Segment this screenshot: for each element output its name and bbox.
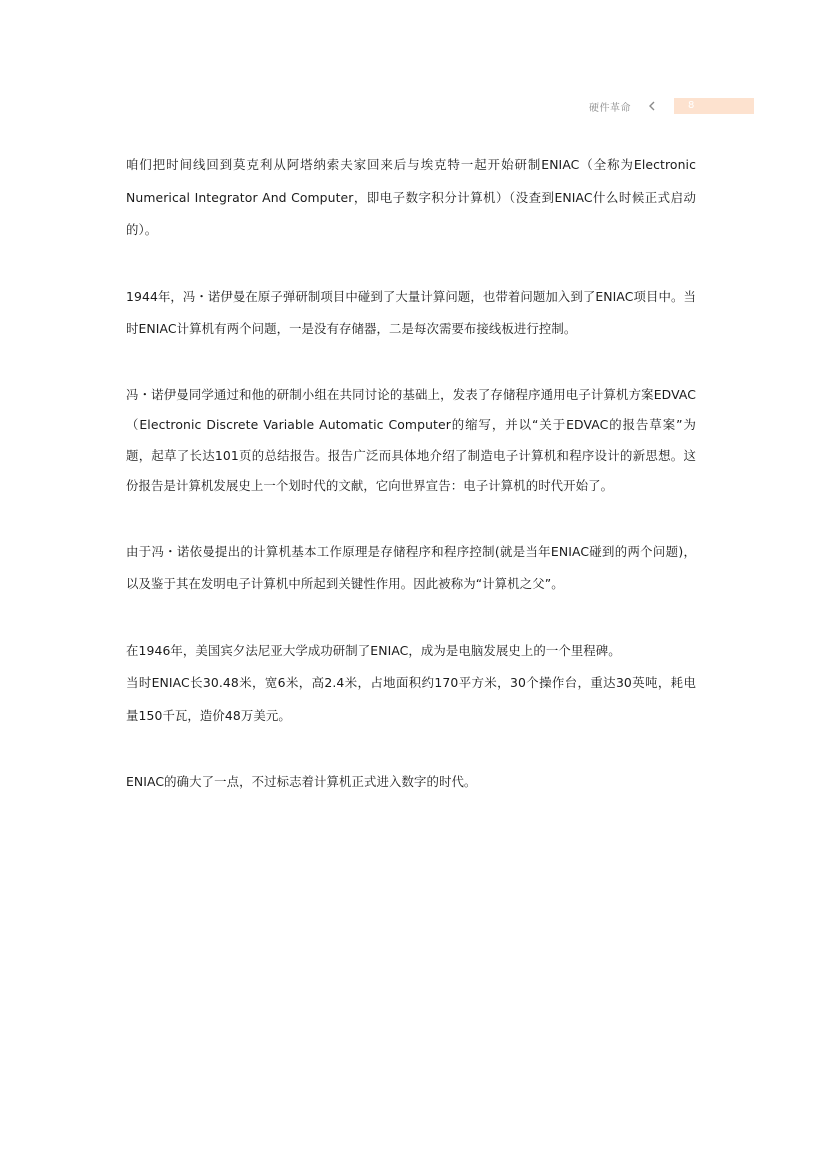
paragraph-digital-era: ENIAC的确大了一点，不过标志着计算机正式进入数字的时代。	[126, 774, 477, 789]
header-title: 硬件革命	[589, 102, 631, 114]
page-number: 8	[674, 98, 754, 114]
paragraph-father-of-computer: 由于冯・诺依曼提出的计算机基本工作原理是存储程序和程序控制(就是当年ENIAC碰到的两个问题)，以及鉴于其在发明电子计算机中所起到关键性作用。因此被称为“计算机之父”。	[126, 543, 696, 591]
paragraph-eniac-start: 咱们把时间线回到莫克利从阿塔纳索夫家回来后与埃克特一起开始研制ENIAC（全称为Electronic Numerical Integrator And Computer，即电子数字积分计算机）（没查到ENIAC什么时候正式启动的）。	[126, 157, 696, 237]
document-body	[126, 149, 696, 833]
page-header	[589, 98, 754, 114]
paragraph-eniac-1946: 在1946年，美国宾夕法尼亚大学成功研制了ENIAC，成为是电脑发展史上的一个里程碑。	[126, 642, 621, 658]
paragraph-edvac-report: 冯・诺伊曼同学通过和他的研制小组在共同讨论的基础上，发表了存储程序通用电子计算机方案EDVAC（Electronic Discrete Variable Automatic Computer的缩写，并以“关于EDVAC的报告草案”为题，起草了长达101页的总结报告。报告广泛而具体地介绍了制造电子计算机和程序设计的新思想。这份报告是计算机发展史上一个划时代的文献，它向世界宣告：电子计算机的时代开始了。	[126, 386, 696, 493]
chevron-left-icon	[647, 100, 657, 112]
paragraph-von-neumann-1944: 1944年，冯・诺伊曼在原子弹研制项目中碰到了大量计算问题，也带着问题加入到了ENIAC项目中。当时ENIAC计算机有两个问题，一是没有存储器，二是每次需要布接线板进行控制。	[126, 288, 696, 336]
paragraph-eniac-specs: 当时ENIAC长30.48米，宽6米，高2.4米，占地面积约170平方米，30个操作台，重达30英吨，耗电量150千瓦，造价48万美元。	[126, 675, 696, 723]
